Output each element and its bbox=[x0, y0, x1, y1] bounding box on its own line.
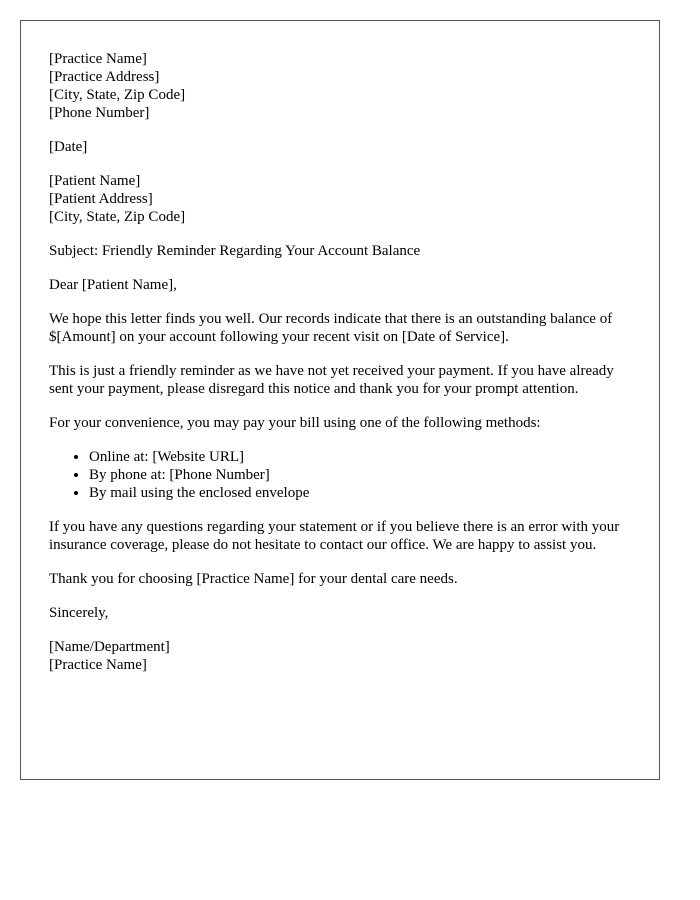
signature-block bbox=[49, 638, 631, 674]
recipient-name: [Patient Name] bbox=[49, 173, 141, 189]
sender-practice-name: [Practice Name] bbox=[49, 51, 147, 67]
sender-city-state-zip: [City, State, Zip Code] bbox=[49, 87, 186, 103]
paragraph-thanks: Thank you for choosing [Practice Name] for your dental care needs. bbox=[49, 571, 458, 587]
date-block bbox=[49, 138, 631, 156]
sender-practice-address: [Practice Address] bbox=[49, 69, 160, 85]
letter-date: [Date] bbox=[49, 139, 88, 155]
sender-phone: [Phone Number] bbox=[49, 105, 150, 121]
closing: Sincerely, bbox=[49, 605, 109, 621]
signature-name-department: [Name/Department] bbox=[49, 639, 170, 655]
letter-page bbox=[20, 20, 660, 780]
payment-method-item: • Online at: [Website URL] bbox=[89, 448, 631, 466]
payment-method-item: • By mail using the enclosed envelope bbox=[89, 484, 631, 502]
paragraph-intro: We hope this letter finds you well. Our records indicate that there is an outstanding balance of $[Amount] on your account following your recent visit on [Date of Service]. bbox=[49, 311, 613, 345]
recipient-city-state-zip: [City, State, Zip Code] bbox=[49, 209, 186, 225]
payment-methods-list bbox=[49, 448, 631, 502]
salutation: Dear [Patient Name], bbox=[49, 277, 177, 293]
payment-method-item: • By phone at: [Phone Number] bbox=[89, 466, 631, 484]
recipient-address: [Patient Address] bbox=[49, 191, 153, 207]
recipient-address-block bbox=[49, 172, 631, 226]
paragraph-reminder: This is just a friendly reminder as we have not yet received your payment. If you have already sent your payment, please disregard this notice and thank you for your prompt attention. bbox=[49, 363, 614, 397]
signature-practice-name: [Practice Name] bbox=[49, 657, 147, 673]
paragraph-questions: If you have any questions regarding your statement or if you believe there is an error with your insurance coverage, please do not hesitate to contact our office. We are happy to assist you. bbox=[49, 519, 620, 553]
sender-address-block bbox=[49, 50, 631, 122]
paragraph-convenience: For your convenience, you may pay your bill using one of the following methods: bbox=[49, 415, 541, 431]
subject-line: Subject: Friendly Reminder Regarding Your Account Balance bbox=[49, 243, 421, 259]
